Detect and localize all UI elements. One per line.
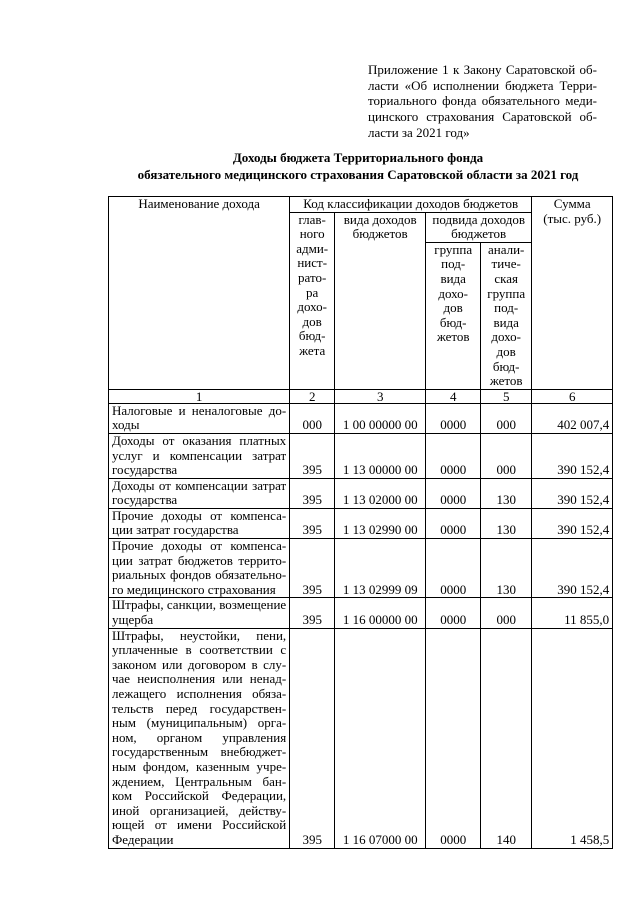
type-code: 1 13 02000 00 <box>335 478 426 508</box>
admin-code: 395 <box>290 478 335 508</box>
subtype-group-code: 0000 <box>426 508 481 538</box>
type-code: 1 00 00000 00 <box>335 403 426 433</box>
appendix-line: ласти за 2021 год» <box>368 124 470 140</box>
income-name-line: ном, органом управления <box>112 729 287 745</box>
title-line-2: обязательного медицинского страхования Саратовской области за 2021 год <box>137 166 579 182</box>
subtype-group-code: 0000 <box>426 539 481 598</box>
subtype-group-code: 0000 <box>426 403 481 433</box>
table-row <box>109 539 613 598</box>
income-name-line: Штрафы, неустойки, пени, <box>112 627 287 643</box>
admin-code: 395 <box>290 433 335 478</box>
income-name-line: Прочие доходы от компенса- <box>112 538 287 554</box>
income-name <box>109 403 290 433</box>
admin-code: 395 <box>290 598 335 628</box>
sum-value: 11 855,0 <box>532 598 613 628</box>
income-name-line: услуг и компенсации затрат <box>112 447 287 463</box>
title-line-1: Доходы бюджета Территориального фонда <box>232 150 484 165</box>
income-name-line: государства <box>112 492 178 508</box>
analytic-group-code: 130 <box>481 508 532 538</box>
income-name <box>109 433 290 478</box>
income-name-line: Прочие доходы от компенса- <box>112 507 287 523</box>
subtype-group-code: 0000 <box>426 628 481 848</box>
column-number: 3 <box>335 389 426 403</box>
income-name-line: чае неисполнения или ненад- <box>112 671 287 687</box>
income-name <box>109 478 290 508</box>
analytic-group-code: 140 <box>481 628 532 848</box>
income-name-line: ком Российской Федерации, <box>112 788 287 804</box>
table-row <box>109 598 613 628</box>
income-name-line: Доходы от оказания платных <box>112 432 287 448</box>
header-subtype-group: группа под- вида дохо- дов бюд- жетов <box>426 242 481 389</box>
column-number: 5 <box>481 389 532 403</box>
income-name <box>109 628 290 848</box>
income-name-line: Налоговые и неналоговые до- <box>112 402 287 418</box>
header-analytic-group: анали- тиче- ская группа под- вида дохо- дов бюд- жетов <box>481 242 532 389</box>
header-name: Наименование дохода <box>109 197 290 390</box>
sum-value: 390 152,4 <box>532 508 613 538</box>
table-row <box>109 403 613 433</box>
income-name-line: законом или договором в слу- <box>112 656 287 672</box>
income-name-line: ющей от имени Российской <box>112 817 287 833</box>
admin-code: 395 <box>290 628 335 848</box>
table-row <box>109 433 613 478</box>
income-name-line: Штрафы, санкции, возмещение <box>112 597 287 613</box>
column-number: 6 <box>532 389 613 403</box>
appendix-line: Приложение 1 к Закону Саратовской об- <box>368 62 597 77</box>
income-name <box>109 508 290 538</box>
analytic-group-code: 130 <box>481 539 532 598</box>
header-subtype: подвида доходов бюджетов <box>426 212 532 242</box>
type-code: 1 16 07000 00 <box>335 628 426 848</box>
income-name-line: уплаченные в соответствии с <box>112 642 287 658</box>
income-name-line: Доходы от компенсации затрат <box>112 477 287 493</box>
income-name-line: ным (муниципальным) орга- <box>112 715 287 731</box>
income-name-line: ции затрат бюджетов террито- <box>112 552 287 568</box>
type-code: 1 13 02999 09 <box>335 539 426 598</box>
income-name-line: ции затрат государства <box>112 522 239 538</box>
subtype-group-code: 0000 <box>426 598 481 628</box>
income-name-line: иной организацией, действу- <box>112 802 287 818</box>
column-numbers-row <box>109 389 613 403</box>
type-code: 1 13 00000 00 <box>335 433 426 478</box>
column-number: 4 <box>426 389 481 403</box>
column-number: 2 <box>290 389 335 403</box>
income-name-line: тельств перед государствен- <box>112 700 287 716</box>
appendix-line: ласти «Об исполнении бюджета Терри- <box>368 77 597 93</box>
appendix-line: ториального фонда обязательного меди- <box>368 93 597 109</box>
table-row <box>109 478 613 508</box>
column-number: 1 <box>109 389 290 403</box>
income-name-line: ным фондом, казенным учре- <box>112 758 287 774</box>
income-name-line: лежащего исполнения обяза- <box>112 686 287 701</box>
header-type: вида доходов бюджетов <box>335 212 426 389</box>
sum-value: 1 458,5 <box>532 628 613 848</box>
income-name-line: государственным внебюджет- <box>112 744 287 760</box>
document-title <box>100 150 616 183</box>
income-name-line: го медицинского страхования <box>112 581 276 597</box>
table-row <box>109 508 613 538</box>
income-name <box>109 598 290 628</box>
type-code: 1 13 02990 00 <box>335 508 426 538</box>
admin-code: 000 <box>290 403 335 433</box>
admin-code: 395 <box>290 539 335 598</box>
subtype-group-code: 0000 <box>426 478 481 508</box>
income-name-line: Федерации <box>112 831 174 847</box>
appendix-note <box>368 62 597 141</box>
header-admin: глав- ного адми- нист- рато- ра дохо- дов бюд- жета <box>290 212 335 389</box>
income-name-line: ждением, Центральным бан- <box>112 773 287 789</box>
header-sum: Сумма (тыс. руб.) <box>532 197 613 390</box>
analytic-group-code: 000 <box>481 433 532 478</box>
sum-value: 390 152,4 <box>532 478 613 508</box>
analytic-group-code: 130 <box>481 478 532 508</box>
appendix-line: цинского страхования Саратовской об- <box>368 109 597 125</box>
sum-value: 402 007,4 <box>532 403 613 433</box>
analytic-group-code: 000 <box>481 403 532 433</box>
type-code: 1 16 00000 00 <box>335 598 426 628</box>
income-name-line: ходы <box>112 417 140 433</box>
subtype-group-code: 0000 <box>426 433 481 478</box>
analytic-group-code: 000 <box>481 598 532 628</box>
income-name-line: риальных фондов обязательно- <box>112 567 287 583</box>
table-row <box>109 628 613 848</box>
sum-value: 390 152,4 <box>532 433 613 478</box>
sum-value: 390 152,4 <box>532 539 613 598</box>
income-name-line: ущерба <box>112 612 154 628</box>
header-code-group: Код классификации доходов бюджетов <box>290 197 532 213</box>
income-table <box>108 196 613 849</box>
income-name <box>109 539 290 598</box>
income-name-line: государства <box>112 462 178 478</box>
admin-code: 395 <box>290 508 335 538</box>
